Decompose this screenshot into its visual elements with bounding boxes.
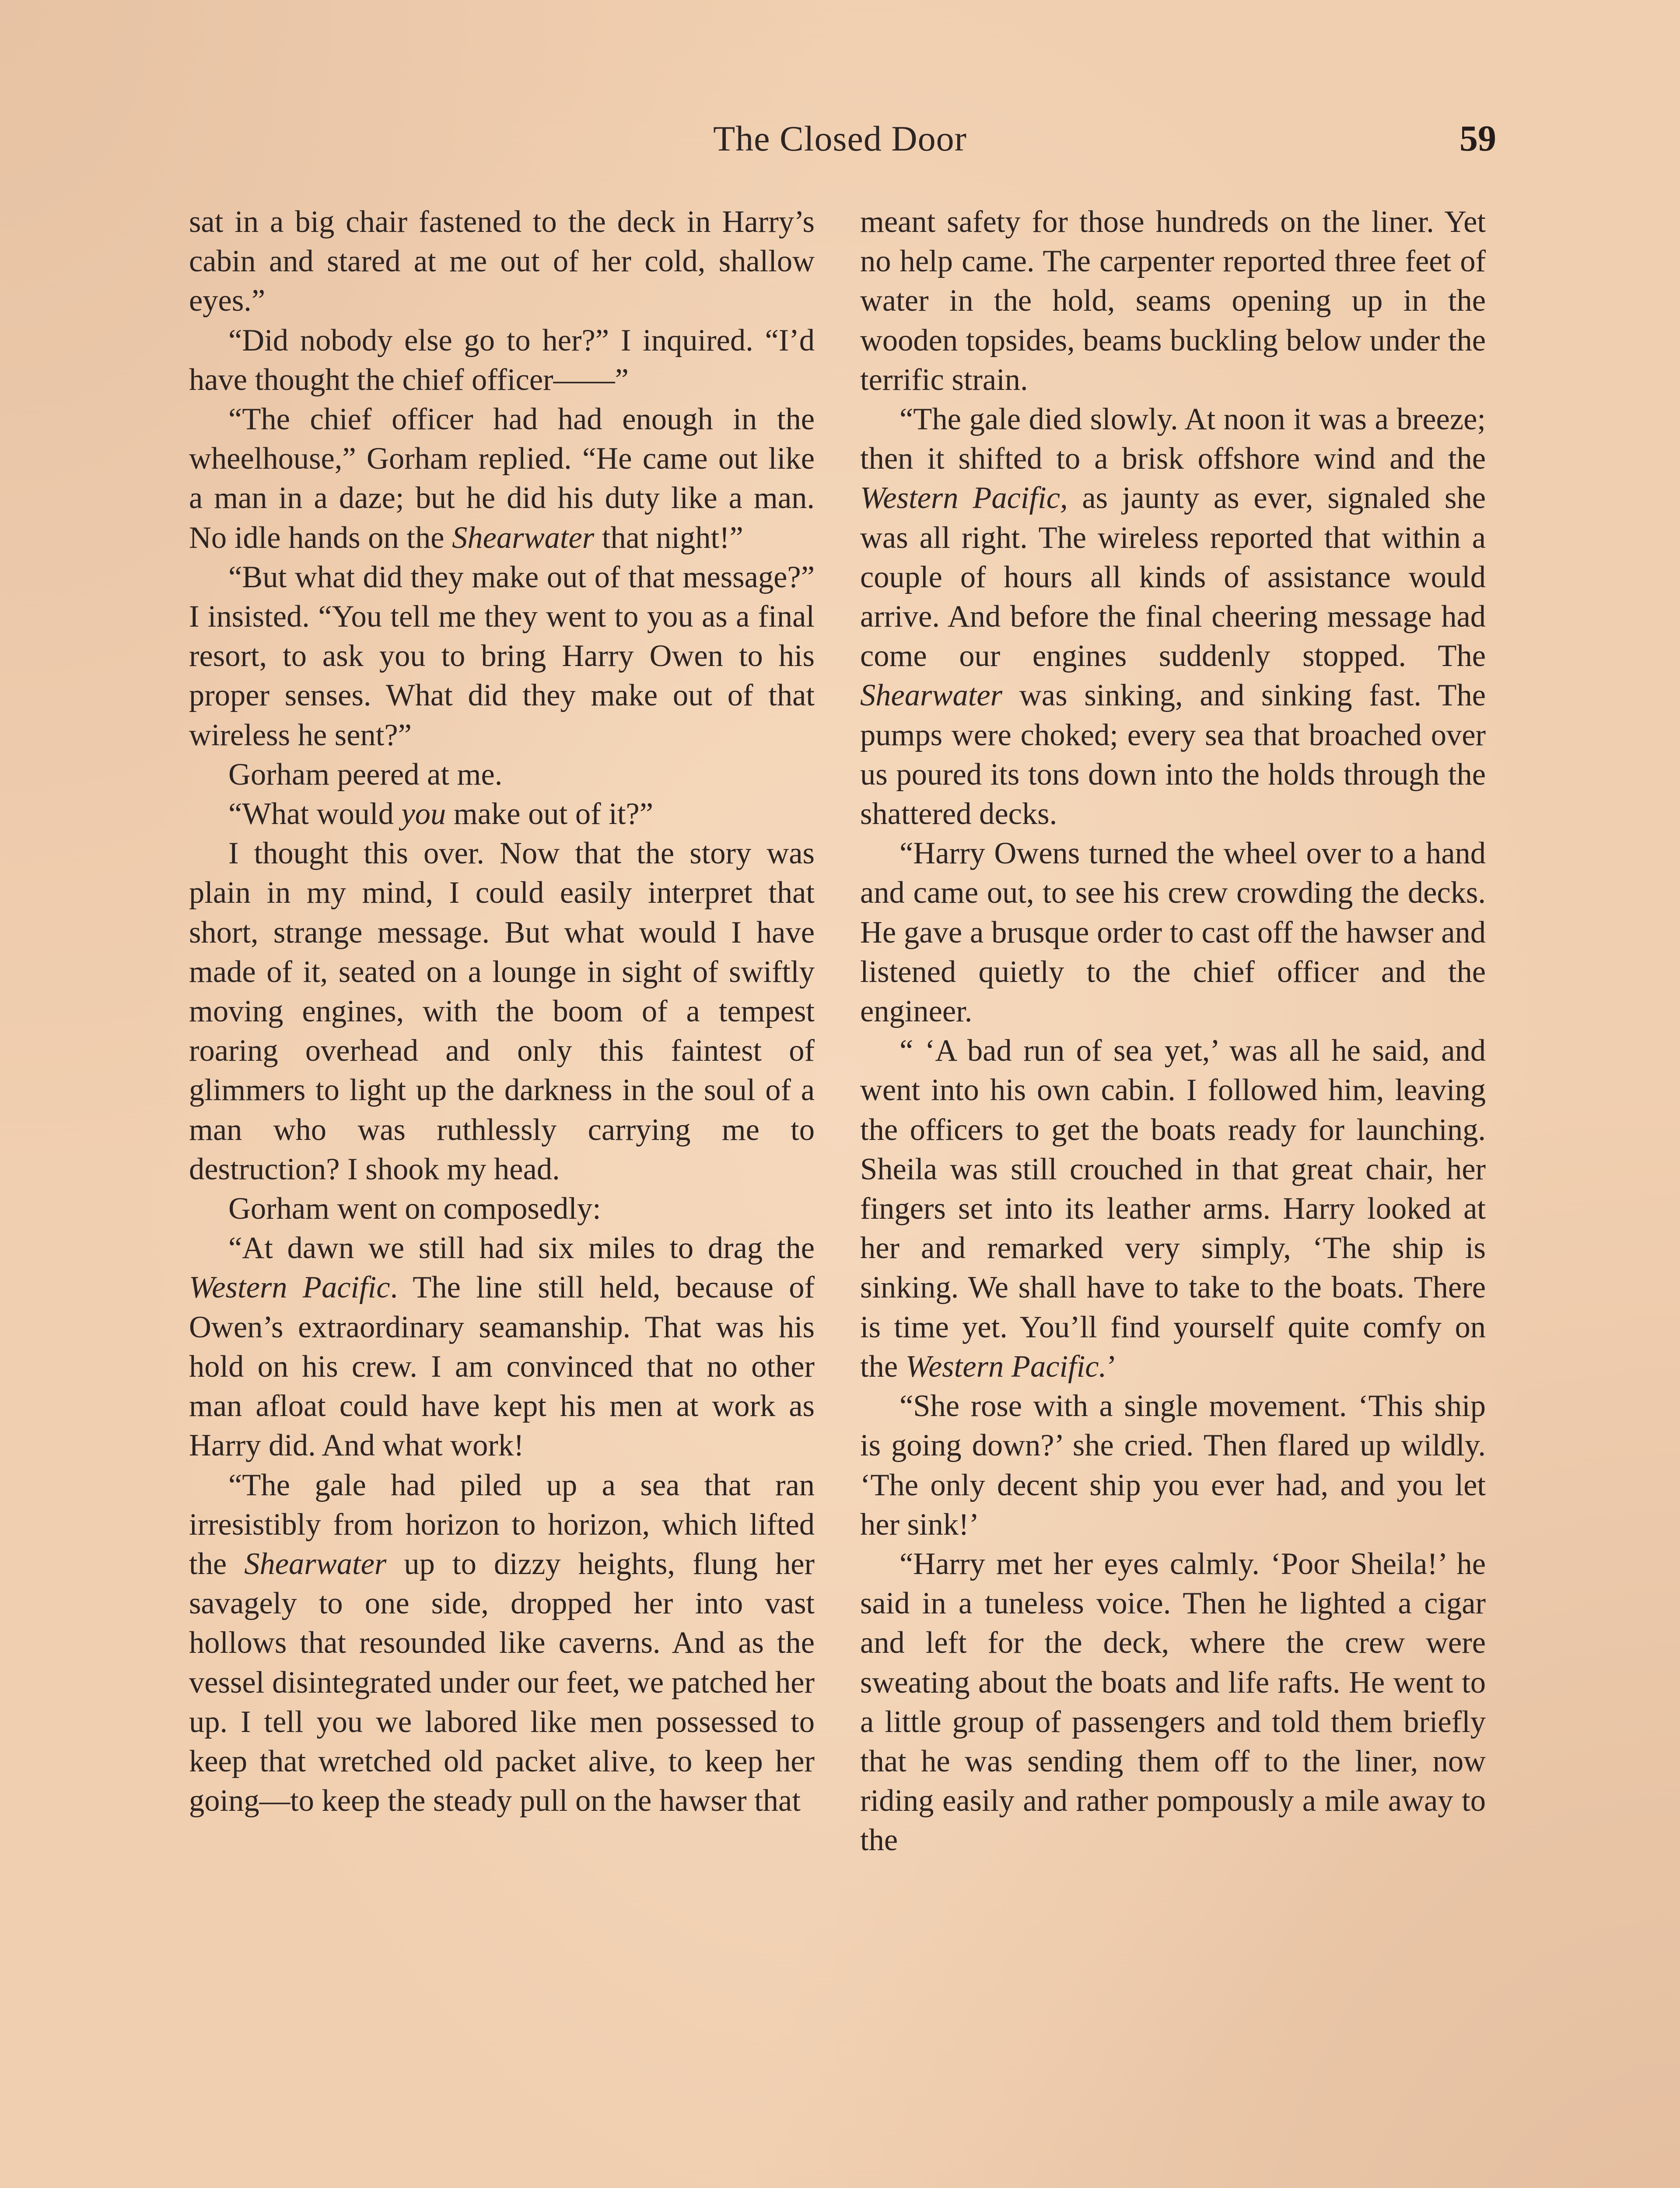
- left-column: [189, 202, 815, 1820]
- paragraph: Gorham went on composedly:: [228, 1192, 601, 1226]
- paragraph: “Harry Owens turned the wheel over to a hand and came out, to see his crew crowding the decks. He gave a brusque order to cast off the hawser and listened quietly to the chief officer and the engineer.: [860, 836, 1486, 1029]
- paragraph: sat in a big chair fastened to the deck in Harry’s cabin and stared at me out of her cold, shallow eyes.”: [189, 205, 815, 318]
- paragraph: “She rose with a single movement. ‘This ship is going down?’ she cried. Then flared up wildly. ‘The only decent ship you ever had, and you let her sink!’: [860, 1389, 1486, 1542]
- page-number: 59: [1460, 118, 1496, 159]
- paragraph: meant safety for those hundreds on the liner. Yet no help came. The carpenter reported three feet of water in the hold, seams opening up in the wooden topsides, beams buckling below under the terrific strain.: [860, 205, 1486, 397]
- paragraph: “The gale had piled up a sea that ran irresistibly from horizon to horizon, which lifted the Shearwater up to dizzy heights, flung her savagely to one side, dropped her into vast hollows that resounded like caverns. And as the vessel disintegrated under our feet, we patched her up. I tell you we labored like men possessed to keep that wretched old packet alive, to keep her going—to keep the steady pull on the hawser that: [189, 1468, 815, 1818]
- right-column: [860, 202, 1486, 1860]
- running-title: The Closed Door: [713, 119, 967, 158]
- paragraph: “At dawn we still had six miles to drag the Western Pacific. The line still held, because of Owen’s extraordinary seamanship. That was his hold on his crew. I am convinced that no other man afloat could have kept his men at work as Harry did. And what work!: [189, 1231, 815, 1463]
- paragraph: “The gale died slowly. At noon it was a breeze; then it shifted to a brisk offshore wind and the Western Pacific, as jaunty as ever, signaled she was all right. The wireless reported that within a couple of hours all kinds of assistance would arrive. And before the final cheering message had come our engines suddenly stopped. The Shearwater was sinking, and sinking fast. The pumps were choked; every sea that broached over us poured its tons down into the holds through the shattered decks.: [860, 402, 1486, 831]
- paragraph: “Harry met her eyes calmly. ‘Poor Sheila!’ he said in a tuneless voice. Then he lighted a cigar and left for the deck, where the crew were sweating about the boats and life rafts. He went to a little group of passengers and told them briefly that he was sending them off to the liner, now riding easily and rather pompously a mile away to the: [860, 1546, 1486, 1858]
- paragraph: “What would you make out of it?”: [228, 797, 654, 831]
- paragraph: “The chief officer had had enough in the wheelhouse,” Gorham replied. “He came out like a man in a daze; but he did his duty like a man. No idle hands on the Shearwater that night!”: [189, 402, 815, 555]
- paragraph: I thought this over. Now that the story was plain in my mind, I could easily interpret that short, strange message. But what would I have made of it, seated on a lounge in sight of swiftly moving engines, with the boom of a tempest roaring overhead and only this faintest of glimmers to light up the darkness in the soul of a man who was ruthlessly carrying me to destruction? I shook my head.: [189, 836, 815, 1186]
- page-header: [0, 118, 1680, 166]
- paragraph: “Did nobody else go to her?” I inquired. “I’d have thought the chief officer——”: [189, 323, 815, 397]
- paragraph: Gorham peered at me.: [228, 757, 503, 792]
- paragraph: “But what did they make out of that message?” I insisted. “You tell me they went to you as a final resort, to ask you to bring Harry Owen to his proper senses. What did they make out of that wireless he sent?”: [189, 560, 815, 752]
- paragraph: “ ‘A bad run of sea yet,’ was all he said, and went into his own cabin. I followed him, leaving the officers to get the boats ready for launching. Sheila was still crouched in that great chair, her fingers set into its leather arms. Harry looked at her and remarked very simply, ‘The ship is sinking. We shall have to take to the boats. There is time yet. You’ll find yourself quite comfy on the Western Pacific.’: [860, 1034, 1486, 1384]
